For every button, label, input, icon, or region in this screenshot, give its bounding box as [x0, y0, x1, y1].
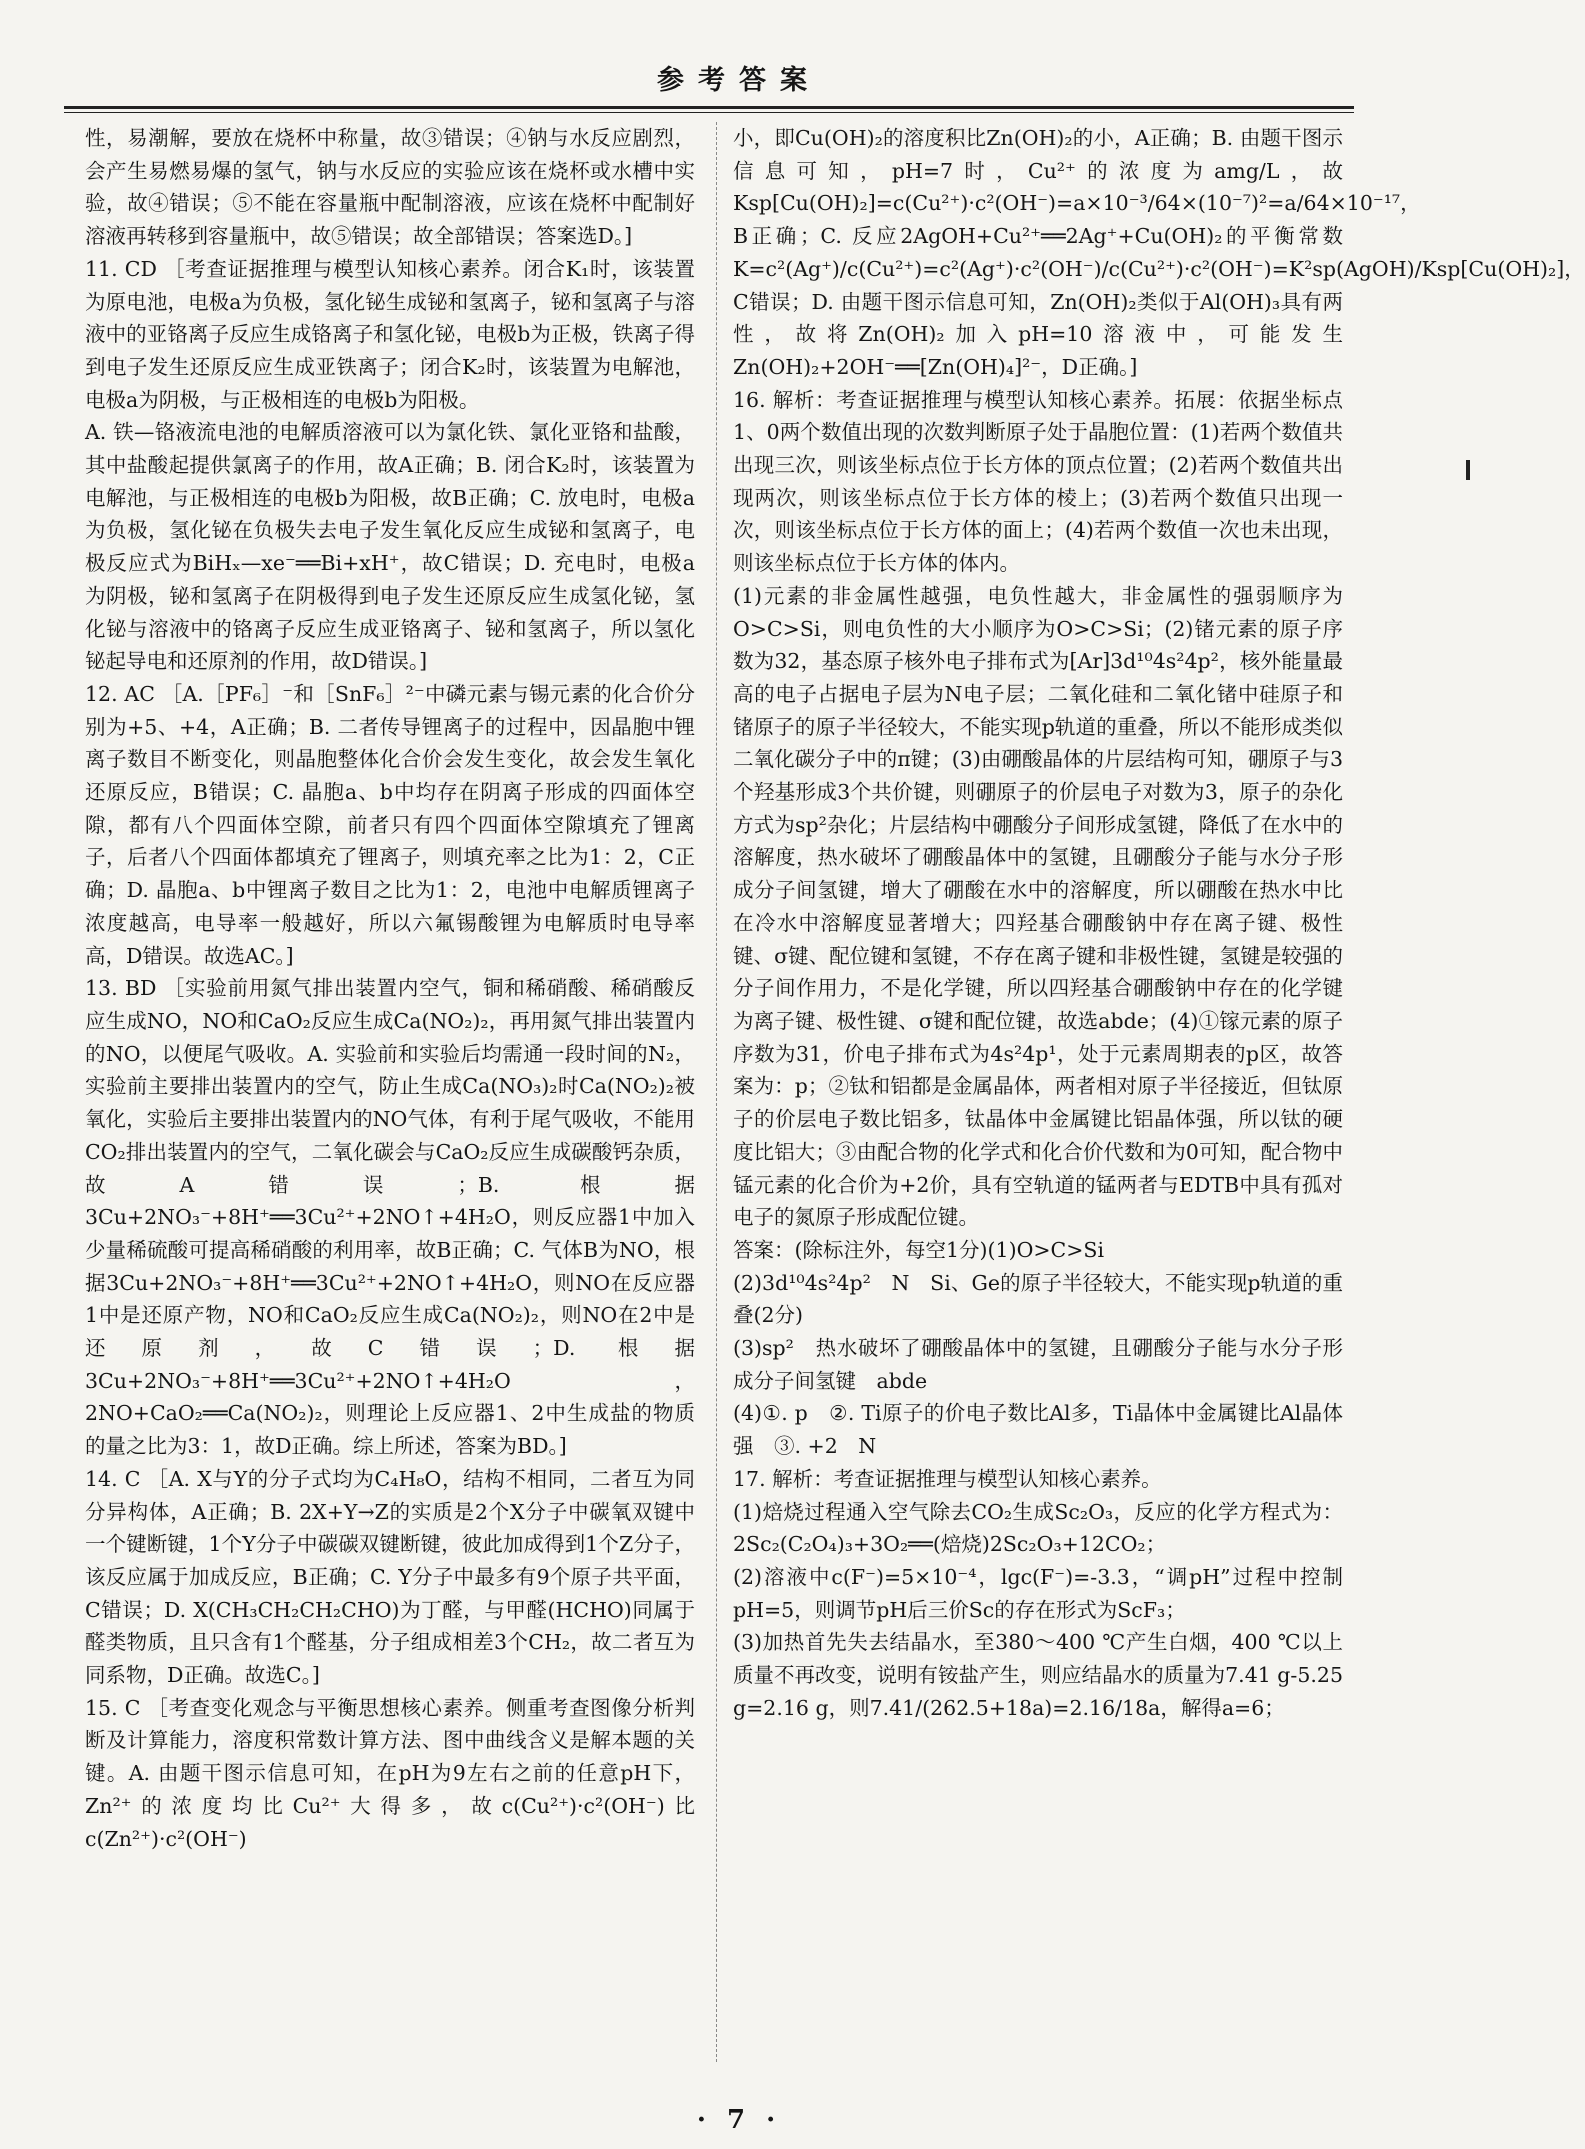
paragraph: 14. C ［A. X与Y的分子式均为C₄H₈O，结构不相同，二者互为同分异构体，A正确；B. 2X+Y→Z的实质是2个X分子中碳氧双键中一个键断键，1个Y分子中碳碳双键断键，彼此加成得到1个Z分子，该反应属于加成反应，B正确；C. Y分子中最多有9个原子共平面，C错误；D. X(CH₃CH₂CH₂CHO)为丁醛，与甲醛(HCHO)同属于醛类物质，且只含有1个醛基，分子组成相差3个CH₂，故二者互为同系物，D正确。故选C。] — [85, 1466, 695, 1688]
edge-mark — [1466, 460, 1470, 480]
column-divider — [716, 122, 717, 2062]
paragraph: 12. AC ［A.［PF₆］⁻和［SnF₆］²⁻中磷元素与锡元素的化合价分别为+5、+4，A正确；B. 二者传导锂离子的过程中，因晶胞中锂离子数目不断变化，则晶胞整体化合价会发生变化，故会发生氧化还原反应，B错误；C. 晶胞a、b中均存在阴离子形成的四面体空隙，都有八个四面体空隙，前者只有四个四面体空隙填充了锂离子，后者八个四面体都填充了锂离子，则填充率之比为1：2，C正确；D. 晶胞a、b中锂离子数目之比为1：2，电池中电解质锂离子浓度越高，电导率一般越好，所以六氟锡酸锂为电解质时电导率高，D错误。故选AC。] — [85, 681, 695, 968]
paragraph: A. 铁—铬液流电池的电解质溶液可以为氯化铁、氯化亚铬和盐酸，其中盐酸起提供氯离子的作用，故A正确；B. 闭合K₂时，该装置为电解池，与正极相连的电极b为阳极，故B正确；C. 放电时，电极a为负极，氢化铋在负极失去电子发生氧化反应生成铋和氢离子，电极反应式为BiHₓ—xe⁻══Bi+xH⁺，故C错误；D. 充电时，电极a为阴极，铋和氢离子在阴极得到电子发生还原反应生成氢化铋，氢化铋与溶液中的铬离子反应生成亚铬离子、铋和氢离子，所以氢化铋起导电和还原剂的作用，故D错误。] — [85, 420, 695, 674]
paragraph: (2)溶液中c(F⁻)=5×10⁻⁴，lgc(F⁻)=-3.3，“调pH”过程中控制pH=5，则调节pH后三价Sc的存在形式为ScF₃； — [733, 1564, 1343, 1622]
header-rule-thin — [64, 112, 1354, 113]
answer-line: (3)sp² 热水破坏了硼酸晶体中的氢键，且硼酸分子能与水分子形成分子间氢键 abde — [733, 1336, 1343, 1393]
right-column — [733, 122, 1585, 2072]
paragraph: 17. 解析：考查证据推理与模型认知核心素养。 — [733, 1466, 1162, 1491]
paragraph: (3)加热首先失去结晶水，至380～400 ℃产生白烟，400 ℃以上质量不再改变，说明有铵盐产生，则应结晶水的质量为7.41 g-5.25 g=2.16 g，则7.41/(262.5+18a)=2.16/18a，解得a=6； — [733, 1630, 1343, 1720]
paragraph: 15. C ［考查变化观念与平衡思想核心素养。侧重考查图像分析判断及计算能力，溶度积常数计算方法、图中曲线含义是解本题的关键。A. 由题干图示信息可知，在pH为9左右之前的任意pH下，Zn²⁺的浓度均比Cu²⁺大得多，故c(Cu²⁺)·c²(OH⁻)比c(Zn²⁺)·c²(OH⁻) — [85, 1695, 695, 1851]
paragraph: 性，易潮解，要放在烧杯中称量，故③错误；④钠与水反应剧烈，会产生易燃易爆的氢气，钠与水反应的实验应该在烧杯或水槽中实验，故④错误；⑤不能在容量瓶中配制溶液，应该在烧杯中配制好溶液再转移到容量瓶中，故⑤错误；故全部错误；答案选D。] — [85, 126, 695, 249]
answer-line: 答案：(除标注外，每空1分)(1)O>C>Si — [733, 1237, 1105, 1262]
paragraph: 13. BD ［实验前用氮气排出装置内空气，铜和稀硝酸、稀硝酸反应生成NO，NO和CaO₂反应生成Ca(NO₂)₂，再用氮气排出装置内的NO，以便尾气吸收。A. 实验前和实验后均需通一段时间的N₂，实验前主要排出装置内的空气，防止生成Ca(NO₃)₂时Ca(NO₂)₂被氧化，实验后主要排出装置内的NO气体，有利于尾气吸收，不能用CO₂排出装置内的空气，二氧化碳会与CaO₂反应生成碳酸钙杂质，故A错误；B. 根据3Cu+2NO₃⁻+8H⁺══3Cu²⁺+2NO↑+4H₂O，则反应器1中加入少量稀硫酸可提高稀硝酸的利用率，故B正确；C. 气体B为NO，根据3Cu+2NO₃⁻+8H⁺══3Cu²⁺+2NO↑+4H₂O，则NO在反应器1中是还原产物，NO和CaO₂反应生成Ca(NO₂)₂，则NO在2中是还原剂，故C错误；D. 根据3Cu+2NO₃⁻+8H⁺══3Cu²⁺+2NO↑+4H₂O，2NO+CaO₂══Ca(NO₂)₂，则理论上反应器1、2中生成盐的物质的量之比为3：1，故D正确。综上所述，答案为BD。] — [85, 976, 695, 1459]
paragraph: 小，即Cu(OH)₂的溶度积比Zn(OH)₂的小，A正确；B. 由题干图示信息可知，pH=7时，Cu²⁺的浓度为amg/L，故Ksp[Cu(OH)₂]=c(Cu²⁺)·c²(OH⁻)=a×10⁻³/64×(10⁻⁷)²=a/64×10⁻¹⁷，B正确；C. 反应2AgOH+Cu²⁺══2Ag⁺+Cu(OH)₂的平衡常数K=c²(Ag⁺)/c(Cu²⁺)=c²(Ag⁺)·c²(OH⁻)/c(Cu²⁺)·c²(OH⁻)=K²sp(AgOH)/Ksp[Cu(OH)₂]，C错误；D. 由题干图示信息可知，Zn(OH)₂类似于Al(OH)₃具有两性，故将Zn(OH)₂加入pH=10溶液中，可能发生Zn(OH)₂+2OH⁻══[Zn(OH)₄]²⁻，D正确。] — [733, 126, 1585, 379]
page-title: 参考答案 — [657, 65, 821, 96]
page-number: · 7 · — [696, 2105, 782, 2135]
answer-line: (4)①. p ②. Ti原子的价电子数比Al多，Ti晶体中金属键比Al晶体强 ③. +2 N — [733, 1401, 1343, 1459]
paragraph: (1)元素的非金属性越强，电负性越大，非金属性的强弱顺序为O>C>Si，则电负性的大小顺序为O>C>Si；(2)锗元素的原子序数为32，基态原子核外电子排布式为[Ar]3d¹⁰4s²4p²，核外能量最高的电子占据电子层为N电子层；二氧化硅和二氧化锗中硅原子和锗原子的原子半径较大，不能实现p轨道的重叠，所以不能形成类似二氧化碳分子中的π键；(3)由硼酸晶体的片层结构可知，硼原子与3个羟基形成3个共价键，则硼原子的价层电子对数为3，原子的杂化方式为sp²杂化；片层结构中硼酸分子间形成氢键，降低了在水中的溶解度，热水破坏了硼酸晶体中的氢键，且硼酸分子能与水分子形成分子间氢键，增大了硼酸在水中的溶解度，所以硼酸在热水中比在冷水中溶解度显著增大；四羟基合硼酸钠中存在离子键、极性键、σ键、配位键和氢键，不存在离子键和非极性键，氢键是较强的分子间作用力，不是化学键，所以四羟基合硼酸钠中存在的化学键为离子键、极性键、σ键和配位键，故选abde；(4)①镓元素的原子序数为31，价电子排布式为4s²4p¹，处于元素周期表的p区，故答案为：p；②钛和铝都是金属晶体，两者相对原子半径接近，但钛原子的价层电子数比铝多，钛晶体中金属键比铝晶体强，所以钛的硬度比铝大；③由配合物的化学式和化合价代数和为0可知，配合物中锰元素的化合价为+2价，具有空轨道的锰两者与EDTB中具有孤对电子的氮原子形成配位键。 — [733, 583, 1343, 1230]
answer-line: (2)3d¹⁰4s²4p² N Si、Ge的原子半径较大，不能实现p轨道的重叠(2分) — [733, 1270, 1343, 1328]
paragraph: 16. 解析：考查证据推理与模型认知核心素养。拓展：依据坐标点1、0两个数值出现的次数判断原子处于晶胞位置：(1)若两个数值共出现三次，则该坐标点位于长方体的顶点位置；(2)若两个数值共出现两次，则该坐标点位于长方体的棱上；(3)若两个数值只出现一次，则该坐标点位于长方体的面上；(4)若两个数值一次也未出现，则该坐标点位于长方体的体内。 — [733, 387, 1343, 576]
paragraph: (1)焙烧过程通入空气除去CO₂生成Sc₂O₃，反应的化学方程式为：2Sc₂(C₂O₄)₃+3O₂══(焙烧)2Sc₂O₃+12CO₂； — [733, 1499, 1343, 1557]
header-rule-thick — [64, 106, 1354, 109]
left-column — [85, 122, 695, 2072]
paragraph: 11. CD ［考查证据推理与模型认知核心素养。闭合K₁时，该装置为原电池，电极a为负极，氢化铋生成铋和氢离子，铋和氢离子与溶液中的亚铬离子反应生成铬离子和氢化铋，电极b为正极，铁离子得到电子发生还原反应生成亚铁离子；闭合K₂时，该装置为电解池，电极a为阴极，与正极相连的电极b为阳极。 — [85, 256, 695, 412]
